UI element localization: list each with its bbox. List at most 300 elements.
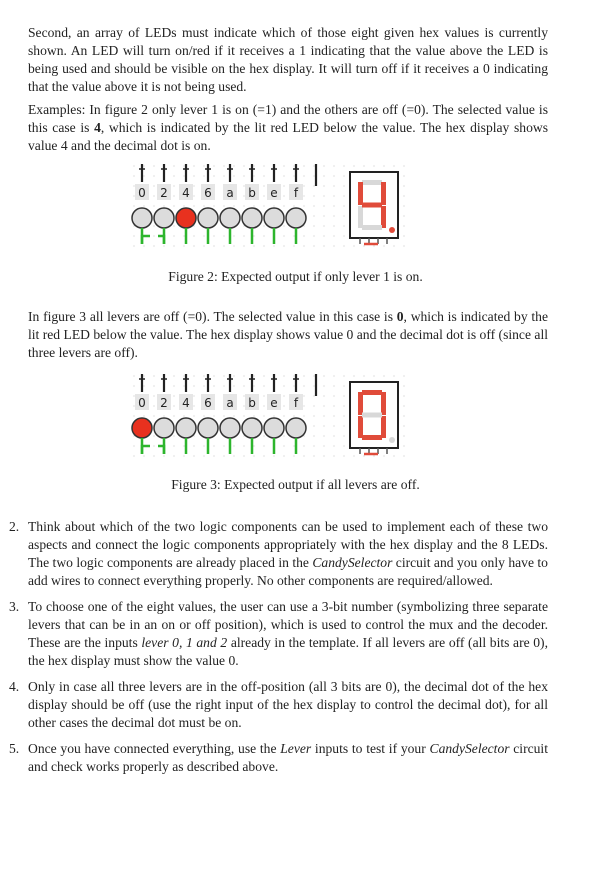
grid-dot: [173, 435, 174, 436]
grid-dot: [263, 225, 264, 226]
grid-dot: [293, 175, 294, 176]
grid-dot: [253, 445, 254, 446]
grid-dot: [343, 185, 344, 186]
grid-dot: [263, 385, 264, 386]
grid-dot: [323, 185, 324, 186]
grid-dot: [173, 185, 174, 186]
decimal-dot-on: [389, 227, 395, 233]
grid-dot: [233, 205, 234, 206]
grid-dot: [143, 245, 144, 246]
grid-dot: [393, 245, 394, 246]
text-fragment: In figure 3 all levers are off (=0). The selected value in this case is: [28, 309, 397, 324]
grid-dot: [153, 235, 154, 236]
grid-dot: [313, 245, 314, 246]
led-off: [176, 418, 196, 438]
grid-dot: [303, 245, 304, 246]
grid-dot: [153, 435, 154, 436]
grid-dot: [233, 375, 234, 376]
grid-dot: [303, 385, 304, 386]
grid-dot: [313, 185, 314, 186]
grid-dot: [333, 445, 334, 446]
grid-dot: [343, 435, 344, 436]
emphasis: Lever: [280, 741, 312, 756]
grid-dot: [313, 225, 314, 226]
grid-dot: [203, 455, 204, 456]
grid-dot: [173, 175, 174, 176]
text-fragment: , which is indicated by the lit red LED below the value. The hex display shows value 4 and the decimal dot is on.: [28, 120, 548, 153]
grid-dot: [323, 225, 324, 226]
grid-dot: [263, 415, 264, 416]
grid-dot: [353, 375, 354, 376]
value-label: a: [226, 396, 234, 410]
grid-dot: [283, 195, 284, 196]
grid-dot: [143, 165, 144, 166]
grid-dot: [263, 195, 264, 196]
text-fragment: inputs to test if your: [311, 741, 430, 756]
grid-dot: [213, 455, 214, 456]
grid-dot: [313, 235, 314, 236]
grid-dot: [283, 375, 284, 376]
emphasis: lever 0, 1 and 2: [141, 635, 228, 650]
grid-dot: [363, 455, 364, 456]
grid-dot: [333, 425, 334, 426]
grid-dot: [313, 385, 314, 386]
grid-dot: [263, 165, 264, 166]
grid-dot: [243, 445, 244, 446]
grid-dot: [403, 375, 404, 376]
grid-dot: [203, 205, 204, 206]
grid-dot: [203, 445, 204, 446]
grid-dot: [263, 405, 264, 406]
grid-dot: [403, 225, 404, 226]
grid-dot: [403, 195, 404, 196]
grid-dot: [323, 425, 324, 426]
grid-dot: [163, 205, 164, 206]
grid-dot: [213, 165, 214, 166]
grid-dot: [193, 395, 194, 396]
grid-dot: [213, 415, 214, 416]
grid-dot: [183, 385, 184, 386]
grid-dot: [283, 385, 284, 386]
grid-dot: [293, 455, 294, 456]
grid-dot: [403, 235, 404, 236]
led-off: [198, 418, 218, 438]
grid-dot: [153, 415, 154, 416]
value-label: f: [293, 396, 299, 410]
wire-segment: [158, 236, 164, 244]
led-off: [220, 208, 240, 228]
value-label: 4: [182, 186, 190, 200]
grid-dot: [213, 175, 214, 176]
grid-dot: [293, 165, 294, 166]
text-fragment: Once you have connected everything, use the: [28, 741, 281, 756]
grid-dot: [193, 405, 194, 406]
grid-dot: [283, 435, 284, 436]
segment-on: [381, 182, 386, 205]
text-fragment: Examples: In figure 2 only lever 1 is on (=1) and the others are off (=0). The selected value is this case is: [28, 102, 548, 135]
grid-dot: [363, 165, 364, 166]
grid-dot: [173, 455, 174, 456]
grid-dot: [223, 245, 224, 246]
grid-dot: [293, 445, 294, 446]
grid-dot: [333, 225, 334, 226]
wire-segment: [142, 236, 150, 244]
text-fragment: Think about which of the two logic components can be used to implement each of these two aspects and connect the logic components appropriately with the hex display and the 8 LEDs. The two logic components are already placed in the: [28, 519, 548, 570]
paragraph-example-figure3: [28, 308, 548, 362]
grid-dot: [293, 245, 294, 246]
grid-dot: [133, 375, 134, 376]
grid-dot: [283, 225, 284, 226]
grid-dot: [313, 425, 314, 426]
grid-dot: [153, 245, 154, 246]
grid-dot: [333, 415, 334, 416]
grid-dot: [283, 445, 284, 446]
grid-dot: [343, 415, 344, 416]
emphasis: CandySelector: [312, 555, 393, 570]
led-off: [154, 208, 174, 228]
grid-dot: [303, 405, 304, 406]
grid-dot: [343, 175, 344, 176]
grid-dot: [263, 375, 264, 376]
value-label: 4: [182, 396, 190, 410]
grid-dot: [403, 435, 404, 436]
led-off: [154, 418, 174, 438]
grid-dot: [213, 375, 214, 376]
led-off: [242, 208, 262, 228]
grid-dot: [343, 395, 344, 396]
grid-dot: [383, 455, 384, 456]
grid-dot: [323, 165, 324, 166]
value-label: a: [226, 186, 234, 200]
grid-dot: [333, 375, 334, 376]
grid-dot: [403, 215, 404, 216]
grid-dot: [243, 405, 244, 406]
grid-dot: [223, 165, 224, 166]
grid-dot: [313, 215, 314, 216]
segment-on: [381, 392, 386, 415]
value-label: 2: [160, 186, 168, 200]
grid-dot: [243, 175, 244, 176]
grid-dot: [193, 445, 194, 446]
grid-dot: [383, 375, 384, 376]
grid-dot: [133, 445, 134, 446]
list-item: [9, 678, 548, 732]
grid-dot: [243, 415, 244, 416]
grid-dot: [173, 405, 174, 406]
grid-dot: [173, 445, 174, 446]
grid-dot: [313, 455, 314, 456]
value-label: e: [270, 396, 278, 410]
grid-dot: [213, 445, 214, 446]
grid-dot: [373, 455, 374, 456]
list-number: 5.: [9, 741, 20, 756]
grid-dot: [233, 385, 234, 386]
grid-dot: [133, 205, 134, 206]
figure-3-caption: Figure 3: Expected output if all levers are off.: [171, 477, 420, 492]
grid-dot: [253, 205, 254, 206]
grid-dot: [343, 425, 344, 426]
grid-dot: [153, 185, 154, 186]
grid-dot: [273, 415, 274, 416]
grid-dot: [133, 395, 134, 396]
emphasis: CandySelector: [429, 741, 510, 756]
grid-dot: [323, 415, 324, 416]
text-fragment: Only in case all three levers are in the off-position (all 3 bits are 0), the decimal dot of the hex display should be off (use the right input of the hex display to control the decimal dot), for all other cases the decimal dot must be on.: [28, 679, 548, 730]
segment-on: [358, 182, 363, 205]
paragraph-led-explanation: Second, an array of LEDs must indicate which of those eight given hex values is currently shown. An LED will turn on/red if it receives a 1 indicating that the value above the LED is being used and should be visible on the hex display. It will turn off if it receives a 0 indicating that the value above it is not being used.: [28, 25, 548, 94]
grid-dot: [283, 415, 284, 416]
grid-dot: [303, 455, 304, 456]
grid-dot: [153, 195, 154, 196]
grid-dot: [223, 375, 224, 376]
wire-segment: [158, 446, 164, 454]
grid-dot: [353, 455, 354, 456]
grid-dot: [173, 225, 174, 226]
grid-dot: [173, 165, 174, 166]
grid-dot: [223, 415, 224, 416]
grid-dot: [373, 375, 374, 376]
grid-dot: [313, 445, 314, 446]
grid-dot: [253, 245, 254, 246]
grid-dot: [403, 405, 404, 406]
grid-dot: [293, 385, 294, 386]
grid-dot: [363, 245, 364, 246]
grid-dot: [283, 395, 284, 396]
grid-dot: [233, 245, 234, 246]
grid-dot: [303, 445, 304, 446]
grid-dot: [223, 385, 224, 386]
grid-dot: [163, 455, 164, 456]
grid-dot: [333, 455, 334, 456]
grid-dot: [333, 205, 334, 206]
grid-dot: [283, 205, 284, 206]
grid-dot: [333, 185, 334, 186]
grid-dot: [343, 235, 344, 236]
led-off: [198, 208, 218, 228]
value-label: 6: [204, 186, 212, 200]
grid-dot: [403, 425, 404, 426]
grid-dot: [293, 375, 294, 376]
grid-dot: [233, 455, 234, 456]
grid-dot: [183, 245, 184, 246]
list-number: 2.: [9, 519, 20, 534]
grid-dot: [273, 455, 274, 456]
grid-dot: [173, 395, 174, 396]
grid-dot: [153, 375, 154, 376]
grid-dot: [193, 375, 194, 376]
grid-dot: [243, 195, 244, 196]
led-off: [286, 418, 306, 438]
list-item: [9, 740, 548, 776]
grid-dot: [263, 435, 264, 436]
grid-dot: [193, 455, 194, 456]
grid-dot: [203, 385, 204, 386]
grid-dot: [233, 165, 234, 166]
grid-dot: [253, 235, 254, 236]
text-fragment: To choose one of the eight values, the user can use a 3-bit number (symbolizing three separate levers that can be in an on or off position), which is used to control the mux and the decoder. These are the inputs: [28, 599, 548, 650]
text-fragment: circuit and check works properly as described above.: [28, 741, 548, 774]
text-fragment: , which is indicated by the lit red LED below the value. The hex display shows value 0 and the decimal dot is off (since all three levers are off).: [28, 309, 548, 360]
grid-dot: [333, 195, 334, 196]
grid-dot: [403, 455, 404, 456]
grid-dot: [343, 455, 344, 456]
grid-dot: [223, 445, 224, 446]
grid-dot: [293, 415, 294, 416]
grid-dot: [183, 445, 184, 446]
grid-dot: [143, 455, 144, 456]
grid-dot: [153, 395, 154, 396]
grid-dot: [303, 395, 304, 396]
segment-off: [362, 225, 382, 230]
grid-dot: [173, 375, 174, 376]
grid-dot: [193, 205, 194, 206]
grid-dot: [353, 245, 354, 246]
grid-dot: [203, 375, 204, 376]
grid-dot: [173, 235, 174, 236]
segment-on: [358, 392, 363, 415]
instruction-list: [9, 518, 548, 784]
grid-dot: [253, 165, 254, 166]
grid-dot: [163, 245, 164, 246]
grid-dot: [393, 455, 394, 456]
grid-dot: [303, 165, 304, 166]
grid-dot: [383, 245, 384, 246]
grid-dot: [173, 415, 174, 416]
grid-dot: [343, 375, 344, 376]
grid-dot: [133, 415, 134, 416]
grid-dot: [343, 445, 344, 446]
grid-dot: [193, 385, 194, 386]
grid-dot: [213, 205, 214, 206]
grid-dot: [133, 235, 134, 236]
text-fragment: circuit and you only have to add wires to connect everything properly. No other components are required/allowed.: [28, 555, 548, 588]
grid-dot: [243, 245, 244, 246]
grid-dot: [403, 445, 404, 446]
grid-dot: [263, 455, 264, 456]
grid-dot: [333, 405, 334, 406]
grid-dot: [403, 175, 404, 176]
grid-dot: [313, 405, 314, 406]
grid-dot: [333, 165, 334, 166]
grid-dot: [273, 245, 274, 246]
segment-on: [358, 416, 363, 438]
grid-dot: [333, 215, 334, 216]
grid-dot: [343, 245, 344, 246]
grid-dot: [283, 245, 284, 246]
value-label: 0: [138, 396, 146, 410]
grid-dot: [133, 385, 134, 386]
grid-dot: [143, 375, 144, 376]
grid-dot: [163, 415, 164, 416]
grid-dot: [153, 225, 154, 226]
grid-dot: [193, 175, 194, 176]
grid-dot: [303, 195, 304, 196]
grid-dot: [323, 175, 324, 176]
grid-dot: [323, 375, 324, 376]
value-label: 2: [160, 396, 168, 410]
grid-dot: [403, 165, 404, 166]
grid-dot: [323, 385, 324, 386]
segment-on: [381, 206, 386, 228]
grid-dot: [153, 165, 154, 166]
value-label: e: [270, 186, 278, 200]
grid-dot: [283, 185, 284, 186]
grid-dot: [183, 455, 184, 456]
grid-dot: [343, 225, 344, 226]
grid-dot: [253, 455, 254, 456]
grid-dot: [243, 375, 244, 376]
grid-dot: [323, 395, 324, 396]
grid-dot: [183, 235, 184, 236]
grid-dot: [193, 415, 194, 416]
list-item: [9, 598, 548, 670]
grid-dot: [313, 435, 314, 436]
segment-on: [362, 203, 382, 208]
grid-dot: [323, 215, 324, 216]
grid-dot: [223, 175, 224, 176]
grid-dot: [333, 175, 334, 176]
grid-dot: [263, 175, 264, 176]
grid-dot: [403, 385, 404, 386]
grid-dot: [283, 235, 284, 236]
grid-dot: [333, 235, 334, 236]
figure-3-circuit: [130, 370, 410, 460]
grid-dot: [133, 165, 134, 166]
grid-dot: [153, 385, 154, 386]
grid-dot: [203, 415, 204, 416]
grid-dot: [363, 375, 364, 376]
led-on: [176, 208, 196, 228]
grid-dot: [313, 175, 314, 176]
grid-dot: [243, 235, 244, 236]
grid-dot: [153, 405, 154, 406]
grid-dot: [333, 395, 334, 396]
grid-dot: [263, 205, 264, 206]
value-label: 6: [204, 396, 212, 410]
grid-dot: [193, 235, 194, 236]
value-label: f: [293, 186, 299, 200]
value-label: b: [248, 396, 256, 410]
grid-dot: [243, 455, 244, 456]
grid-dot: [283, 165, 284, 166]
grid-dot: [323, 455, 324, 456]
grid-dot: [183, 175, 184, 176]
bold-value: 4: [94, 120, 101, 135]
value-label: 0: [138, 186, 146, 200]
grid-dot: [323, 205, 324, 206]
grid-dot: [183, 375, 184, 376]
grid-dot: [303, 205, 304, 206]
grid-dot: [133, 185, 134, 186]
grid-dot: [153, 205, 154, 206]
grid-dot: [373, 245, 374, 246]
grid-dot: [293, 235, 294, 236]
grid-dot: [193, 165, 194, 166]
grid-dot: [263, 245, 264, 246]
grid-dot: [403, 395, 404, 396]
segment-off: [362, 413, 382, 418]
grid-dot: [343, 215, 344, 216]
grid-dot: [183, 165, 184, 166]
grid-dot: [343, 405, 344, 406]
paragraph-example-figure2: [28, 101, 548, 155]
grid-dot: [173, 245, 174, 246]
grid-dot: [133, 245, 134, 246]
grid-dot: [253, 415, 254, 416]
grid-dot: [183, 415, 184, 416]
led-off: [132, 208, 152, 228]
grid-dot: [253, 375, 254, 376]
